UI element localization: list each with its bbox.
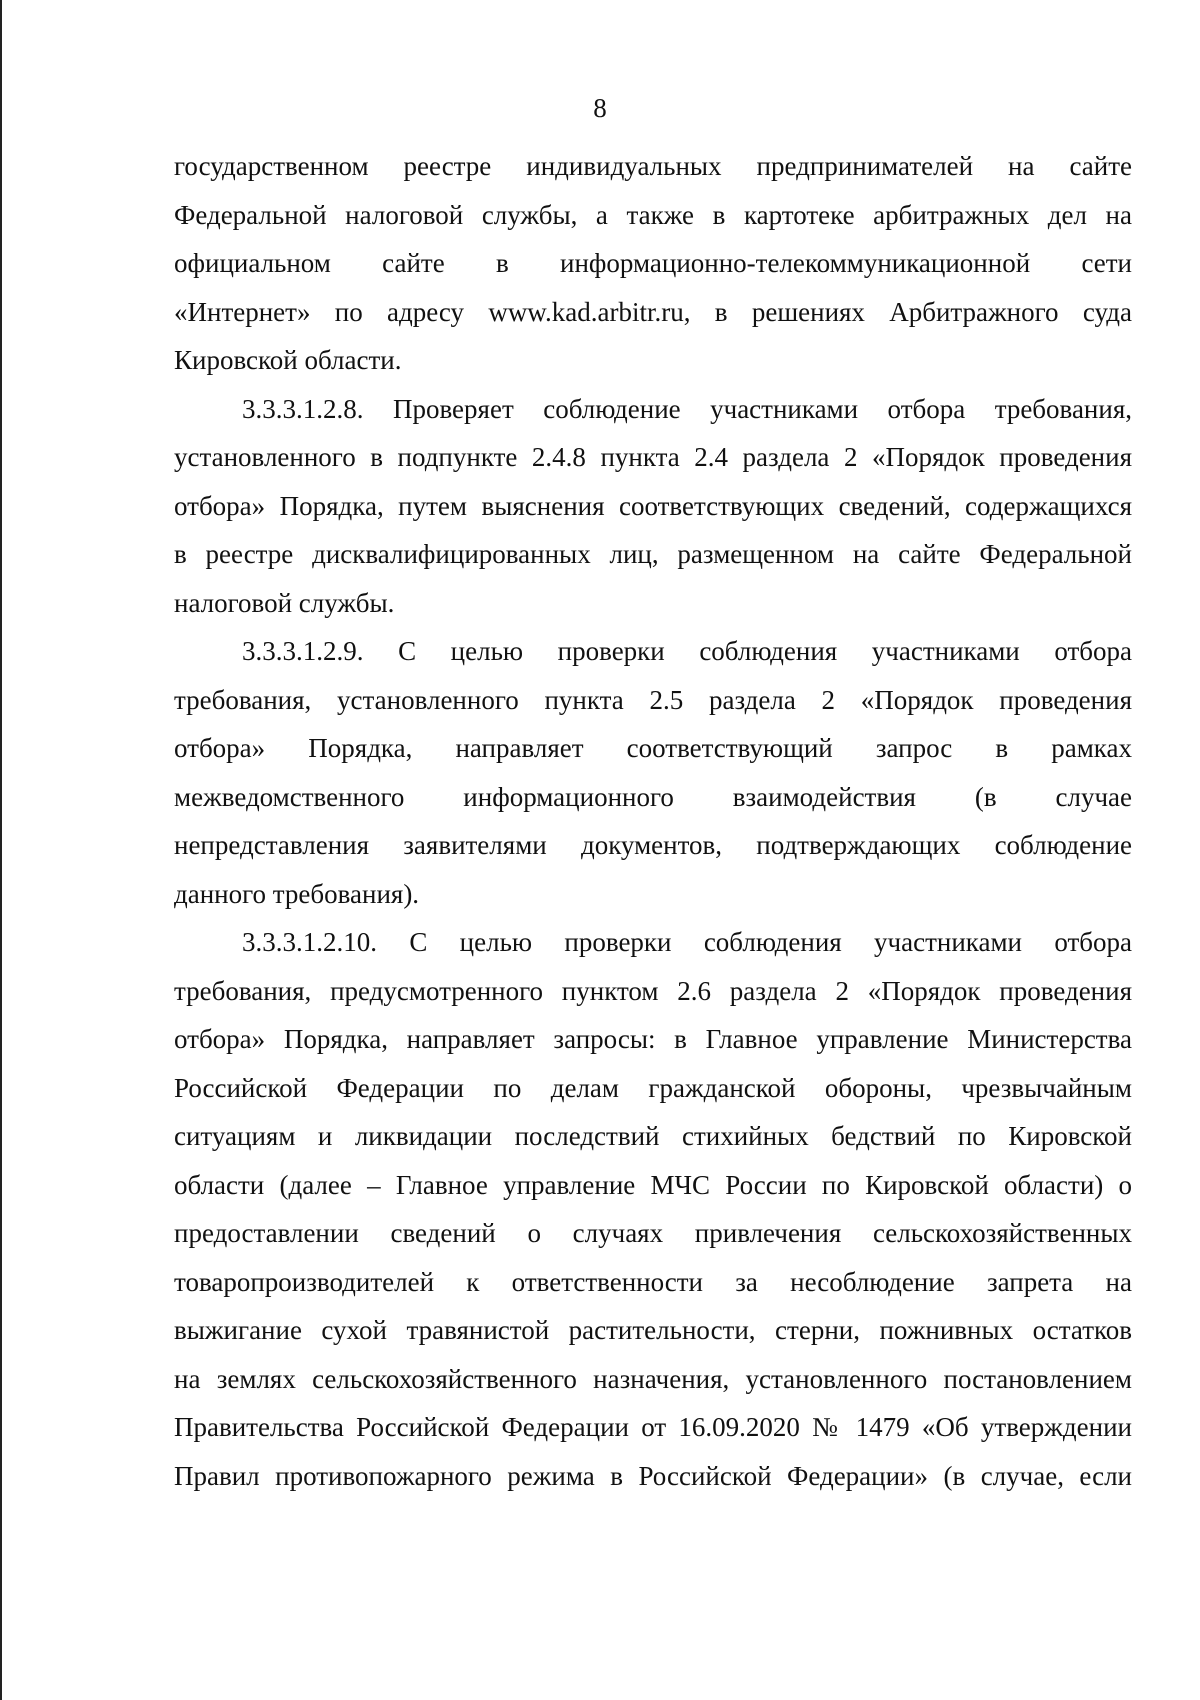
text-line: налоговой службы.: [174, 587, 395, 618]
text-line: «Интернет» по адресу www.kad.arbitr.ru, в решениях Арбитражного суда: [174, 296, 1132, 327]
text-line: на землях сельскохозяйственного назначения, установленного постановлением: [174, 1363, 1132, 1394]
text-line: данного требования).: [174, 878, 420, 909]
text-line: Российской Федерации по делам гражданской обороны, чрезвычайным: [174, 1072, 1132, 1103]
text-line: Правительства Российской Федерации от 16.09.2020 № 1479 «Об утверждении: [174, 1412, 1132, 1442]
text-line: межведомственного информационного взаимодействия (в случае: [174, 781, 1132, 812]
text-line: государственном реестре индивидуальных предпринимателей на сайте: [174, 151, 1132, 181]
text-line: Кировской области.: [174, 345, 402, 375]
text-line: области (далее – Главное управление МЧС России по Кировской области) о: [174, 1169, 1132, 1200]
text-line: требования, установленного пункта 2.5 раздела 2 «Порядок проведения: [174, 684, 1132, 715]
paragraph-start-3-3-3-1-2-9: 3.3.3.1.2.9. С целью проверки соблюдения участниками отбора: [242, 636, 1132, 666]
text-line: отбора» Порядка, направляет запросы: в Главное управление Министерства: [174, 1024, 1132, 1054]
text-line: Правил противопожарного режима в Российской Федерации» (в случае, если: [174, 1460, 1132, 1491]
text-line: Федеральной налоговой службы, а также в картотеке арбитражных дел на: [174, 199, 1132, 230]
body-text: [174, 142, 1132, 1500]
text-line: установленного в подпункте 2.4.8 пункта 2.4 раздела 2 «Порядок проведения: [174, 442, 1132, 472]
page-number: 8: [593, 93, 607, 123]
text-line: ситуациям и ликвидации последствий стихийных бедствий по Кировской: [174, 1121, 1132, 1151]
text-line: отбора» Порядка, путем выяснения соответствующих сведений, содержащихся: [174, 490, 1132, 521]
text-line: официальном сайте в информационно-телекоммуникационной сети: [174, 248, 1132, 278]
text-line: непредставления заявителями документов, подтверждающих соблюдение: [174, 830, 1132, 860]
text-line: товаропроизводителей к ответственности за несоблюдение запрета на: [174, 1266, 1132, 1297]
text-line: требования, предусмотренного пунктом 2.6 раздела 2 «Порядок проведения: [174, 975, 1132, 1006]
text-line: отбора» Порядка, направляет соответствующий запрос в рамках: [174, 733, 1132, 763]
scan-edge: [0, 0, 2, 1700]
text-line: выжигание сухой травянистой растительности, стерни, пожнивных остатков: [174, 1315, 1132, 1345]
text-line: предоставлении сведений о случаях привлечения сельскохозяйственных: [174, 1218, 1132, 1248]
paragraph-start-3-3-3-1-2-8: 3.3.3.1.2.8. Проверяет соблюдение участниками отбора требования,: [242, 393, 1132, 424]
paragraph-start-3-3-3-1-2-10: 3.3.3.1.2.10. С целью проверки соблюдения участниками отбора: [242, 927, 1132, 957]
text-line: в реестре дисквалифицированных лиц, размещенном на сайте Федеральной: [174, 539, 1132, 569]
